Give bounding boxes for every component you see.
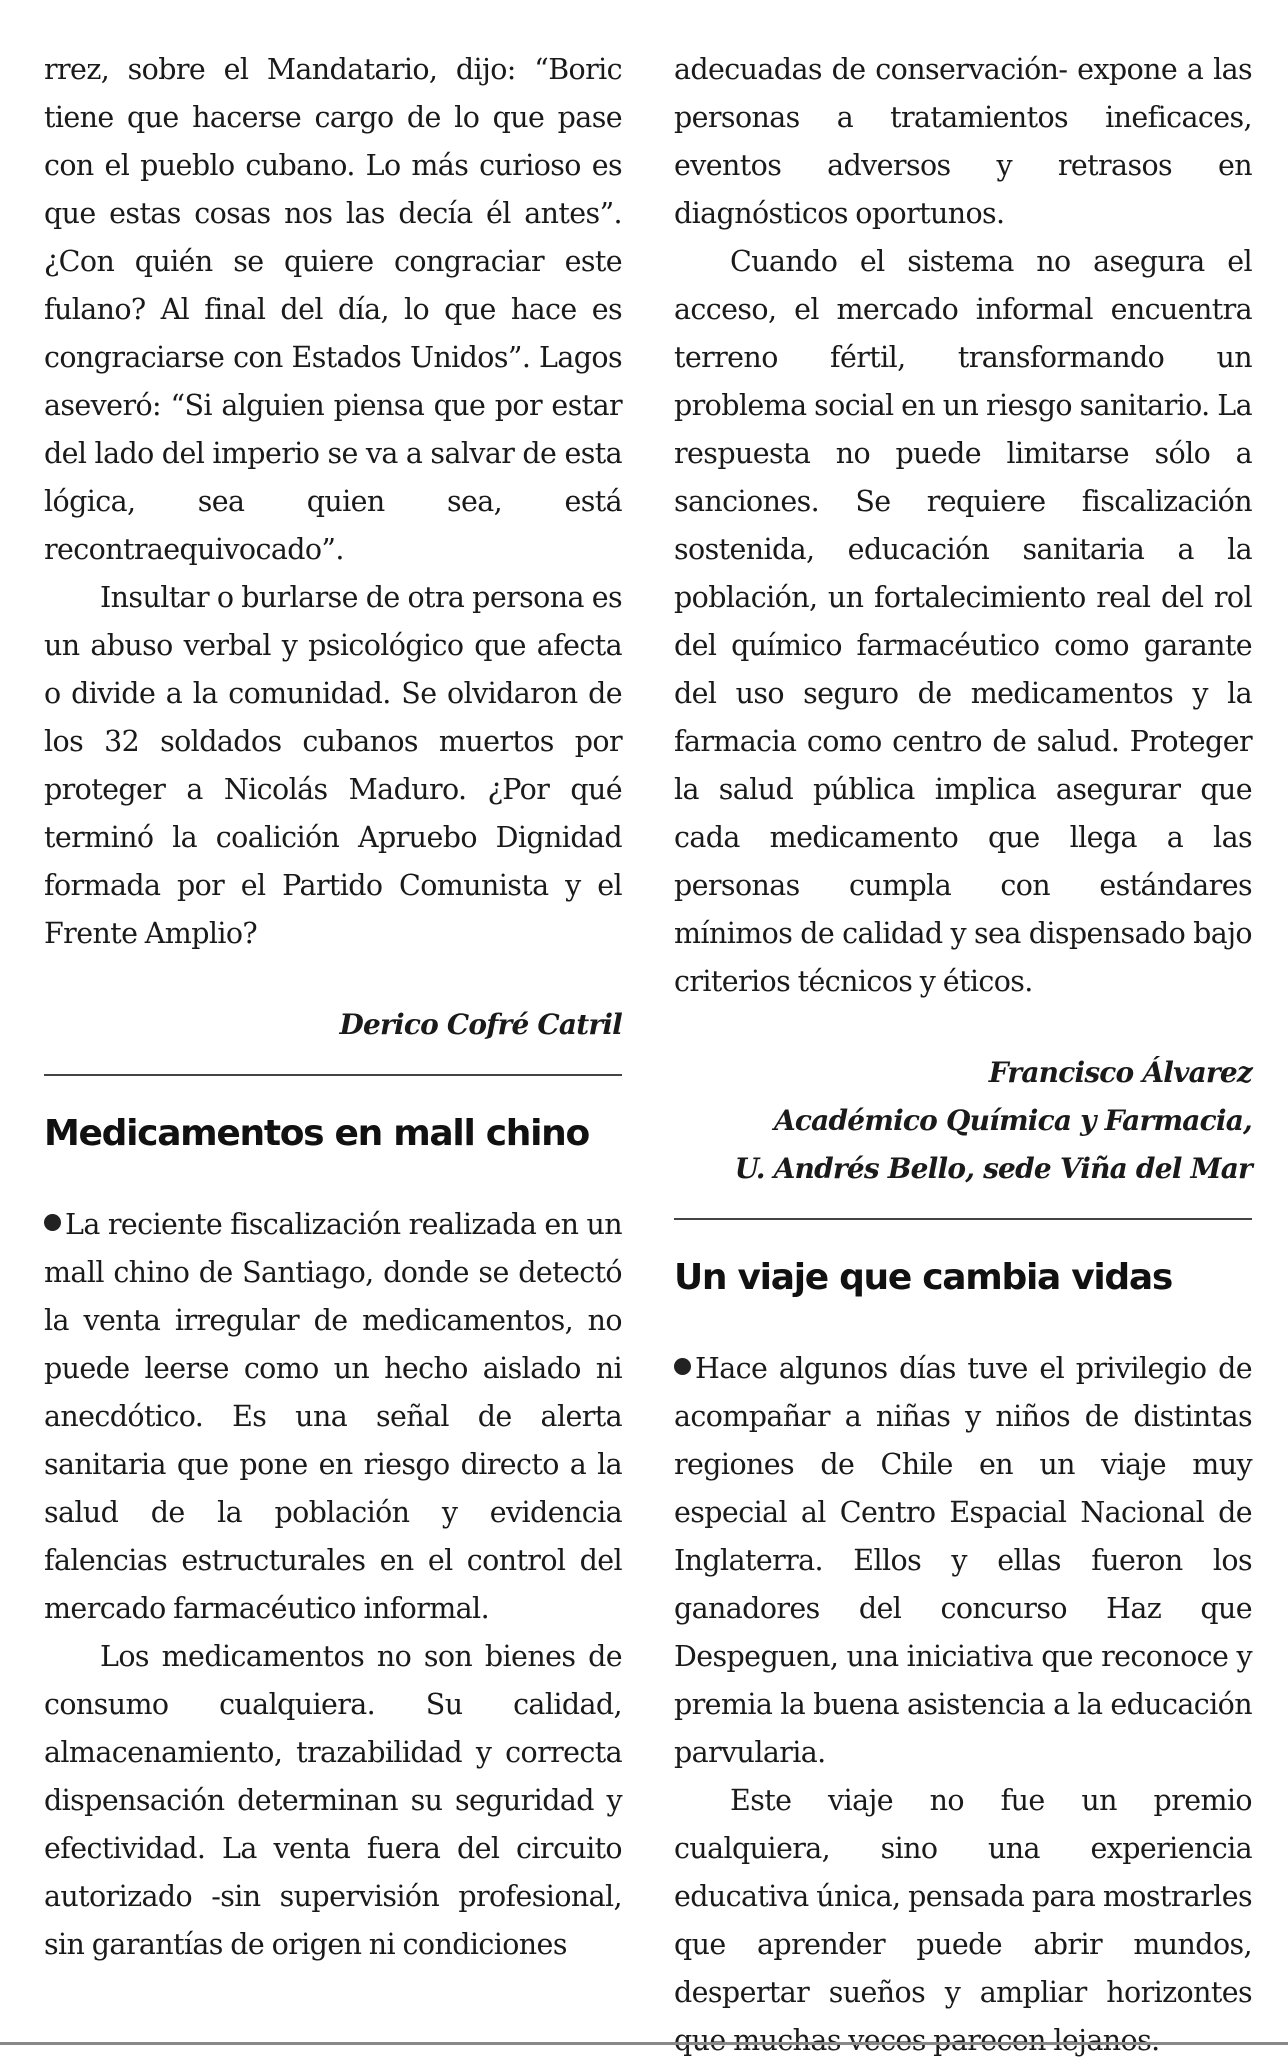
paragraph-text: La reciente fiscalización realizada en un mall chino de Santiago, donde se detectó la venta irregular de medicamentos, no puede leerse como un hecho aislado ni anecdótico. Es una señal de alerta sanitaria que pone en riesgo directo a la salud de la población y evidencia falencias estructurales en el control del mercado farmacéutico informal.	[44, 1208, 622, 1625]
paragraph-text: Hace algunos días tuve el privilegio de acompañar a niñas y niños de distintas regiones de Chile en un viaje muy especial al Centro Espacial Nacional de Inglaterra. Ellos y ellas fueron los ganadores del concurso Haz que Despeguen, una iniciativa que reconoce y premia la buena asistencia a la educación parvularia.	[674, 1352, 1252, 1769]
letter-headline: Medicamentos en mall chino	[44, 1113, 589, 1154]
signature-title: Académico Química y Farmacia,	[773, 1104, 1252, 1137]
letter-paragraph: Insultar o burlarse de otra persona es un abuso verbal y psicológico que afecta o divide a la comunidad. Se olvidaron de los 32 soldados cubanos muertos por proteger a Nicolás Maduro. ¿Por qué terminó la coalición Apruebo Dignidad formada por el Partido Comunista y el Frente Amplio?	[44, 581, 622, 950]
letter-paragraph: Este viaje no fue un premio cualquiera, sino una experiencia educativa única, pensada para mostrarles que aprender puede abrir mundos, despertar sueños y ampliar horizontes que muchas veces parecen lejanos.	[674, 1784, 1252, 2057]
letter-signature: Derico Cofré Catril	[339, 1008, 622, 1041]
signature-affiliation: U. Andrés Bello, sede Viña del Mar	[734, 1152, 1252, 1185]
section-divider	[674, 1218, 1252, 1220]
letter-paragraph	[44, 1201, 622, 1633]
page-bottom-divider	[0, 2042, 1288, 2045]
letter-headline: Un viaje que cambia vidas	[674, 1257, 1173, 1298]
letter-paragraph: adecuadas de conservación- expone a las personas a tratamientos ineficaces, eventos adversos y retrasos en diagnósticos oportunos.	[674, 53, 1252, 230]
letter-paragraph	[674, 1345, 1252, 1777]
right-column	[674, 46, 1252, 2065]
letter-paragraph: Los medicamentos no son bienes de consumo cualquiera. Su calidad, almacenamiento, trazabilidad y correcta dispensación determinan su seguridad y efectividad. La venta fuera del circuito autorizado -sin supervisión profesional, sin garantías de origen ni condiciones	[44, 1640, 622, 1961]
left-column	[44, 46, 622, 1969]
bullet-icon	[44, 1214, 61, 1231]
letter-signature-block	[674, 1049, 1252, 1193]
letter-paragraph: rrez, sobre el Mandatario, dijo: “Boric tiene que hacerse cargo de lo que pase con el pueblo cubano. Lo más curioso es que estas cosas nos las decía él antes”. ¿Con quién se quiere congraciar este fulano? Al final del día, lo que hace es congraciarse con Estados Unidos”. Lagos aseveró: “Si alguien piensa que por estar del lado del imperio se va a salvar de esta lógica, sea quien sea, está recontraequivocado”.	[44, 53, 622, 566]
letter-paragraph: Cuando el sistema no asegura el acceso, el mercado informal encuentra terreno fértil, transformando un problema social en un riesgo sanitario. La respuesta no puede limitarse sólo a sanciones. Se requiere fiscalización sostenida, educación sanitaria a la población, un fortalecimiento real del rol del químico farmacéutico como garante del uso seguro de medicamentos y la farmacia como centro de salud. Proteger la salud pública implica asegurar que cada medicamento que llega a las personas cumpla con estándares mínimos de calidad y sea dispensado bajo criterios técnicos y éticos.	[674, 245, 1252, 998]
section-divider	[44, 1074, 622, 1076]
signature-name: Francisco Álvarez	[988, 1056, 1252, 1089]
bullet-icon	[674, 1358, 691, 1375]
